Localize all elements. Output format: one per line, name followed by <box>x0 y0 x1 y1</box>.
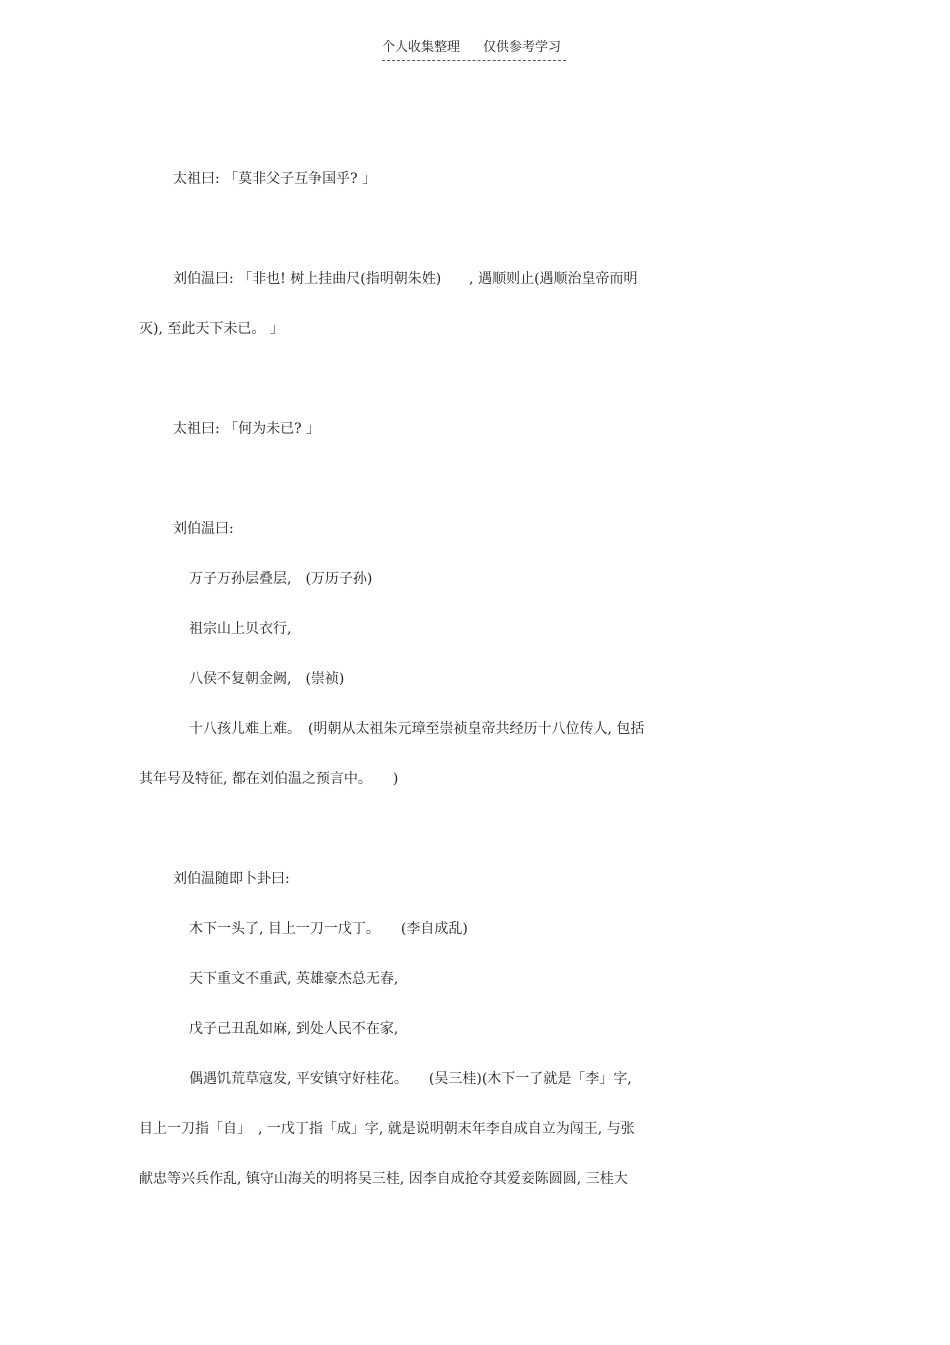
header-left-text: 个人收集整理 <box>382 40 461 55</box>
dialogue-line: 刘伯温曰: 「非也! 树上挂曲尺(指明朝朱姓) , 遇顺则止(遇顺治皇帝而明 <box>173 271 638 287</box>
verse-line: 偶遇饥荒草寇发, 平安镇守好桂花。 (吴三桂)(木下一了就是「李」字, <box>189 1071 632 1087</box>
dialogue-line: 刘伯温曰: <box>173 521 234 537</box>
dialogue-line: 太祖曰: 「何为未已? 」 <box>173 421 321 437</box>
verse-line: 十八孩儿难上难。 (明朝从太祖朱元璋至崇祯皇帝共经历十八位传人, 包括 <box>189 721 645 737</box>
dialogue-continuation: 灭), 至此天下未已。 」 <box>139 321 284 337</box>
dialogue-line: 刘伯温随即卜卦曰: <box>173 871 290 887</box>
page-header <box>382 38 566 61</box>
verse-line: 八侯不复朝金阙, (崇祯) <box>189 671 345 687</box>
verse-line: 木下一头了, 目上一刀一戊丁。 (李自成乱) <box>189 921 468 937</box>
commentary-continuation: 目上一刀指「自」 , 一戊丁指「成」字, 就是说明朝末年李自成自立为闯王, 与张 <box>139 1121 635 1137</box>
verse-line: 戊子己丑乱如麻, 到处人民不在家, <box>189 1021 399 1037</box>
verse-line: 天下重文不重武, 英雄豪杰总无春, <box>189 971 399 987</box>
verse-line: 万子万孙层叠层, (万历子孙) <box>189 571 373 587</box>
verse-line: 祖宗山上贝衣行, <box>189 621 292 637</box>
commentary-continuation: 献忠等兴兵作乱, 镇守山海关的明将吴三桂, 因李自成抢夺其爱妾陈圆圆, 三桂大 <box>139 1171 628 1187</box>
verse-continuation: 其年号及特征, 都在刘伯温之预言中。 ) <box>139 771 399 787</box>
dialogue-line: 太祖曰: 「莫非父子互争国乎? 」 <box>173 171 377 187</box>
header-right-text: 仅供参考学习 <box>483 40 562 55</box>
